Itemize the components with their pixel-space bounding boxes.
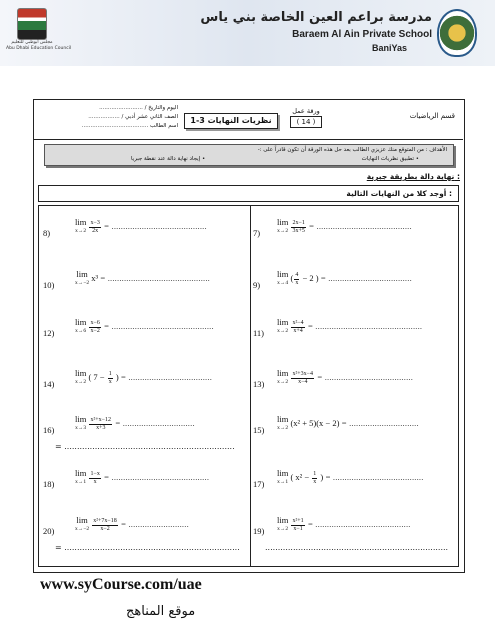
problems-grid [38, 205, 459, 567]
answer-blank[interactable]: = ...................................... [315, 371, 414, 382]
goals-intro: الأهداف : من المتوقع منك عزيزي الطالب بعد حل هذه الورقة أن تكون قادراً على :- [257, 147, 447, 153]
answer-blank[interactable]: = .......................................... [101, 471, 210, 482]
school-location: BaniYas [371, 43, 407, 53]
problem-9: 9) lim x→4 ( $\frac{4}{x}$ − 2 ) = .................................... [253, 269, 412, 290]
problem-14: 14) lim x→2 ( 7 − $\frac{1}{x}$ ) = .................................... [43, 368, 213, 389]
worksheet-label: ورقة عمل [292, 107, 320, 115]
problem-8: 8) lim x→2 $\frac{x-3}{2x}$ = ......................................... [43, 217, 207, 238]
problem-18: 18) lim x→1 $\frac{1-x}{x}$ = .......................................... [43, 468, 210, 489]
class-field[interactable]: الصف الثاني عشر أدبي / .................. [88, 114, 178, 120]
section-title: نهاية دالة بطريقة جبرية : [366, 172, 460, 181]
answer-blank-line2[interactable]: = ................................................................... [55, 442, 235, 451]
answer-blank-line2[interactable]: = ..................................................................... [55, 543, 240, 552]
answer-blank[interactable]: = ....................................... [323, 471, 424, 482]
student-name-field[interactable]: اسم الطالب ...................................... [81, 123, 178, 129]
problem-20: 20) lim x→−2 $\frac{\text{x²+7x−18}}{x-2}$ = .......................... = ..................................................................... [43, 515, 240, 552]
council-seal-icon [17, 8, 47, 40]
answer-blank[interactable]: = ......................................... [306, 220, 412, 231]
answer-blank[interactable]: = ............................................ [98, 272, 210, 283]
problem-17: 17) lim x→1 ( x² − $\frac{1}{x}$ ) = ....................................... [253, 468, 424, 489]
problem-10: 10) lim x→−2 x³ = ............................................ [43, 269, 210, 290]
school-name-english: Baraem Al Ain Private School [292, 29, 432, 40]
worksheet [33, 99, 465, 573]
column-divider [250, 206, 251, 566]
council-caption-en: Abu Dhabi Education Council [6, 46, 72, 51]
answer-blank[interactable]: = .................................... [118, 371, 213, 382]
problem-16: 16) lim x→3 $\frac{\text{x²+x−12}}{x+3}$ = ............................... = ................................................................... [43, 414, 235, 451]
topic-title: 1-3 نظريات النهايات [184, 113, 278, 129]
problem-12: 12) lim x→6 $\frac{x-6}{x-2}$ = ............................................ [43, 317, 214, 338]
education-council-logo [6, 8, 72, 64]
worksheet-number: ( 14 ) [290, 116, 323, 128]
answer-blank[interactable]: = .................................... [318, 272, 412, 283]
student-fields [44, 104, 178, 131]
instruction: أوجد كلا من النهايات التالية : [38, 185, 459, 202]
school-name-arabic: مدرسة براعم العين الخاصة بني ياس [200, 10, 432, 25]
answer-blank[interactable]: = .............................................. [305, 320, 423, 331]
worksheet-tag [281, 106, 331, 128]
department-label: قسم الرياضيات [409, 112, 455, 120]
answer-blank-line2[interactable]: ........................................................................ [265, 543, 449, 552]
date-field[interactable]: اليوم والتاريخ / ......................... [99, 105, 178, 111]
problem-19: 19) lim x→2 $\frac{\text{x²+1}}{x-1}$ = ......................................... ........................................................................ [253, 515, 449, 552]
worksheet-info-row [34, 100, 463, 140]
problem-7: 7) lim x→2 $\frac{2x-1}{3x+5}$ = ......................................... [253, 217, 412, 238]
answer-blank[interactable]: = .............................. [339, 417, 419, 428]
answer-blank[interactable]: = ......................................... [305, 518, 411, 529]
goal-item: • تطبيق نظريات النهايات [361, 156, 419, 162]
answer-blank[interactable]: = ............................... [113, 417, 195, 428]
answer-blank[interactable]: = ............................................ [101, 320, 214, 331]
footer-url[interactable]: www.syCourse.com/uae [40, 576, 202, 593]
problem-13: 13) lim x→2 $\frac{\text{x²+3x−4}}{x-4}$ = ...................................... [253, 368, 414, 389]
council-caption-ar: مجلس أبوظبي للتعليم [11, 40, 53, 45]
problem-11: 11) lim x→2 $\frac{\text{x²−4}}{x+4}$ = .............................................. [253, 317, 423, 338]
school-crest-icon [437, 9, 477, 57]
answer-blank[interactable]: = ......................................... [101, 220, 207, 231]
goal-item: • إيجاد نهاية دالة عند نقطة جبريا [131, 156, 206, 162]
footer-site-name: موقع المناهج [126, 604, 196, 619]
problem-15: 15) lim x→2 (x² + 5)(x − 2) = .............................. [253, 414, 419, 435]
goals-box [44, 144, 454, 166]
answer-blank[interactable]: = .......................... [118, 518, 189, 529]
